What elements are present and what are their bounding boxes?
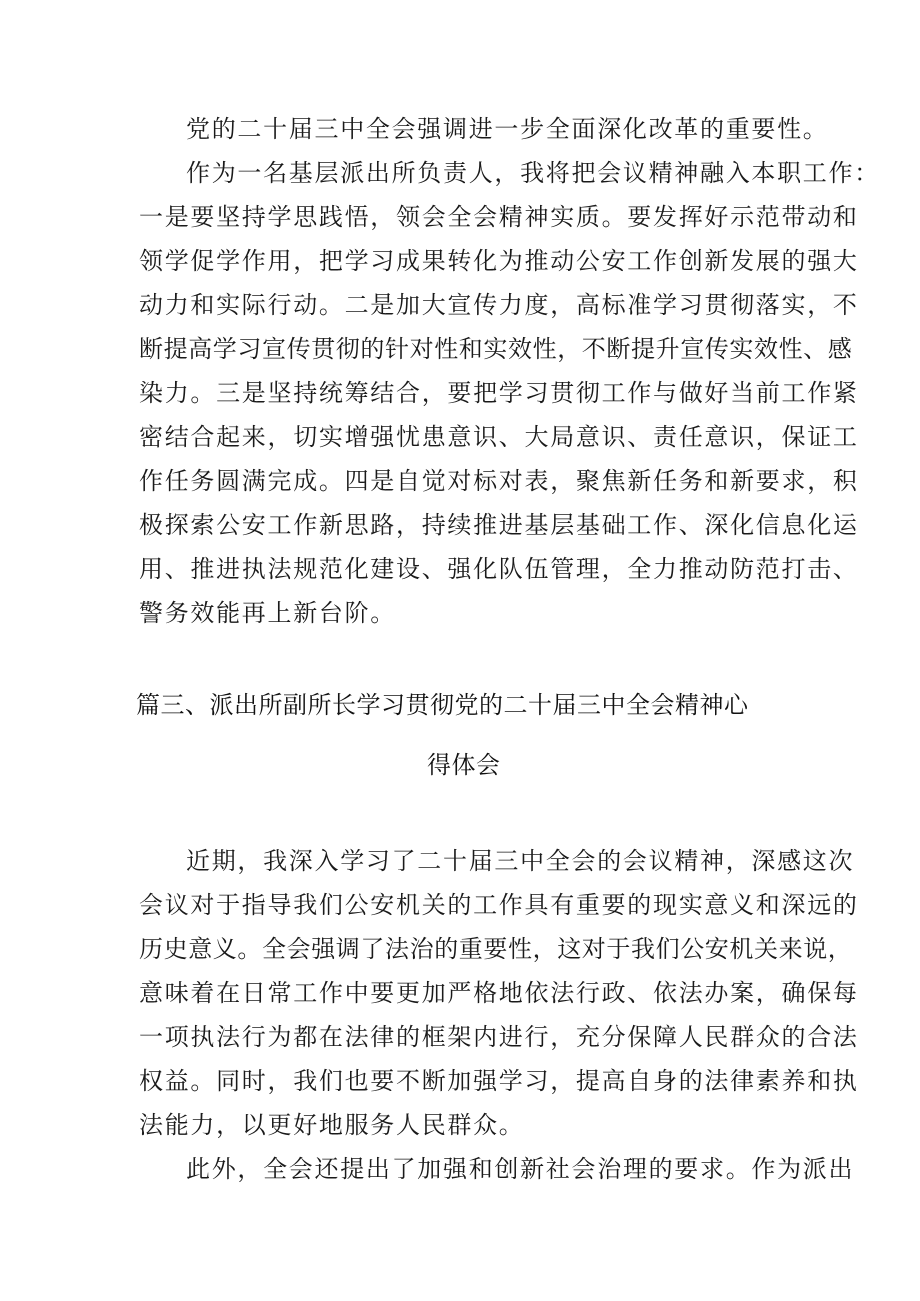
paragraph-line: 动力和实际行动。二是加大宣传力度，高标准学习贯彻落实，不	[139, 291, 859, 319]
section-title: 篇三、派出所副所长学习贯彻党的二十届三中全会精神心	[136, 691, 749, 719]
paragraph-line: 极探索公安工作新思路，持续推进基层基础工作、深化信息化运	[139, 511, 859, 539]
section-title-continued: 得体会	[427, 751, 501, 779]
paragraph-line: 一项执法行为都在法律的框架内进行，充分保障人民群众的合法	[139, 1023, 859, 1051]
paragraph-line: 用、推进执法规范化建设、强化队伍管理，全力推动防范打击、	[139, 555, 859, 583]
paragraph-line: 一是要坚持学思践悟，领会全会精神实质。要发挥好示范带动和	[139, 203, 859, 231]
paragraph-line: 作为一名基层派出所负责人，我将把会议精神融入本职工作：	[186, 159, 880, 187]
paragraph-line: 断提高学习宣传贯彻的针对性和实效性，不断提升宣传实效性、感	[139, 335, 853, 363]
paragraph-line: 意味着在日常工作中要更加严格地依法行政、依法办案，确保每	[139, 979, 859, 1007]
paragraph-line: 领学促学作用，把学习成果转化为推动公安工作创新发展的强大	[139, 247, 859, 275]
paragraph-line: 党的二十届三中全会强调进一步全面深化改革的重要性。	[186, 115, 829, 143]
paragraph-line: 此外，全会还提出了加强和创新社会治理的要求。作为派出	[186, 1155, 855, 1183]
paragraph-line: 作任务圆满完成。四是自觉对标对表，聚焦新任务和新要求，积	[139, 467, 859, 495]
paragraph-line: 历史意义。全会强调了法治的重要性，这对于我们公安机关来说，	[139, 935, 853, 963]
paragraph-line: 近期，我深入学习了二十届三中全会的会议精神，深感这次	[186, 847, 855, 875]
paragraph-line: 警务效能再上新台阶。	[139, 599, 396, 627]
paragraph-line: 密结合起来，切实增强忧患意识、大局意识、责任意识，保证工	[139, 423, 859, 451]
paragraph-line: 权益。同时，我们也要不断加强学习，提高自身的法律素养和执	[139, 1067, 859, 1095]
paragraph-line: 染力。三是坚持统筹结合，要把学习贯彻工作与做好当前工作紧	[139, 379, 859, 407]
paragraph-line: 会议对于指导我们公安机关的工作具有重要的现实意义和深远的	[139, 891, 859, 919]
paragraph-line: 法能力，以更好地服务人民群众。	[139, 1111, 525, 1139]
